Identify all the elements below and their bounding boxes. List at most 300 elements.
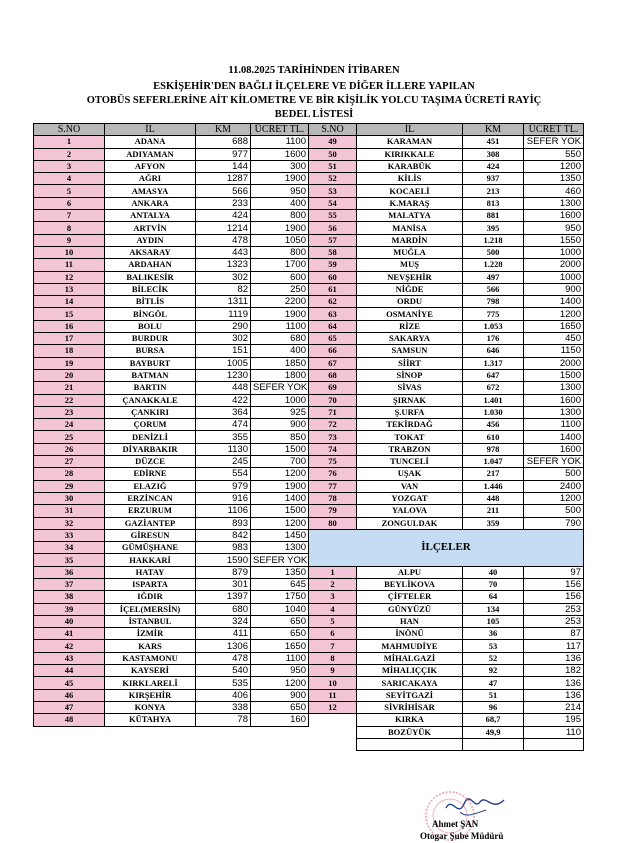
district-name bbox=[357, 738, 463, 750]
table-row bbox=[34, 468, 584, 480]
fare-amount: 1100 bbox=[251, 652, 309, 664]
fare-amount: 1750 bbox=[251, 591, 309, 603]
city-name: EDİRNE bbox=[105, 468, 196, 480]
row-number: 6 bbox=[309, 628, 357, 640]
row-number: 18 bbox=[34, 345, 105, 357]
header-line-3: OTOBÜS SEFERLERİNE AİT KİLOMETRE VE BİR KİŞİLİK YOLCU TAŞIMA ÜCRETİ RAYİÇ bbox=[86, 95, 542, 106]
fare-amount: 500 bbox=[524, 468, 584, 480]
distance-km: 217 bbox=[463, 468, 524, 480]
row-number: 17 bbox=[34, 333, 105, 345]
table-row bbox=[34, 431, 584, 443]
fare-amount: 460 bbox=[524, 185, 584, 197]
row-number: 22 bbox=[34, 394, 105, 406]
fare-amount: 1300 bbox=[524, 197, 584, 209]
row-number: 28 bbox=[34, 468, 105, 480]
fare-amount: 1350 bbox=[251, 566, 309, 578]
fare-amount: 1350 bbox=[524, 173, 584, 185]
empty-cell bbox=[105, 726, 196, 738]
distance-km: 355 bbox=[196, 431, 251, 443]
col-sno-2: S.NO bbox=[309, 124, 357, 136]
city-name: SAKARYA bbox=[357, 333, 463, 345]
distance-km: 443 bbox=[196, 246, 251, 258]
distance-km: 70 bbox=[463, 578, 524, 590]
row-number: 4 bbox=[309, 603, 357, 615]
distance-km: 448 bbox=[196, 382, 251, 394]
fare-amount: 253 bbox=[524, 615, 584, 627]
fare-amount: 2000 bbox=[524, 259, 584, 271]
fare-amount: 1200 bbox=[251, 677, 309, 689]
city-name: KOCAELİ bbox=[357, 185, 463, 197]
row-number: 12 bbox=[309, 701, 357, 713]
fare-amount: 790 bbox=[524, 517, 584, 529]
row-number: 27 bbox=[34, 456, 105, 468]
city-name: RİZE bbox=[357, 320, 463, 332]
row-number: 8 bbox=[34, 222, 105, 234]
distance-km: 566 bbox=[463, 283, 524, 295]
col-sno: S.NO bbox=[34, 124, 105, 136]
row-number: 72 bbox=[309, 419, 357, 431]
table-row bbox=[34, 185, 584, 197]
district-name: HAN bbox=[357, 615, 463, 627]
city-name: IĞDIR bbox=[105, 591, 196, 603]
city-name: SİİRT bbox=[357, 357, 463, 369]
header-line-2: ESKİŞEHİR'DEN BAĞLI İLÇELERE VE DİĞER İLLERE YAPILAN bbox=[153, 81, 475, 92]
row-number: 38 bbox=[34, 591, 105, 603]
row-number: 32 bbox=[34, 517, 105, 529]
distance-km: 500 bbox=[463, 246, 524, 258]
distance-km: 1.401 bbox=[463, 394, 524, 406]
city-name: MUŞ bbox=[357, 259, 463, 271]
fare-amount: 1000 bbox=[251, 394, 309, 406]
row-number: 60 bbox=[309, 271, 357, 283]
row-number: 26 bbox=[34, 443, 105, 455]
city-name: BALIKESİR bbox=[105, 271, 196, 283]
row-number: 78 bbox=[309, 492, 357, 504]
row-number: 48 bbox=[34, 714, 105, 726]
distance-km: 395 bbox=[463, 222, 524, 234]
distance-km: 424 bbox=[463, 160, 524, 172]
distance-km: 92 bbox=[463, 665, 524, 677]
row-number: 39 bbox=[34, 603, 105, 615]
district-name: ÇİFTELER bbox=[357, 591, 463, 603]
city-name: ŞIRNAK bbox=[357, 394, 463, 406]
city-name: ARTVİN bbox=[105, 222, 196, 234]
fare-amount: 1500 bbox=[251, 443, 309, 455]
fare-amount: 550 bbox=[524, 148, 584, 160]
row-number: 58 bbox=[309, 246, 357, 258]
distance-km: 338 bbox=[196, 701, 251, 713]
table-row bbox=[34, 382, 584, 394]
distance-km: 78 bbox=[196, 714, 251, 726]
empty-cell bbox=[105, 738, 196, 750]
fare-amount: 950 bbox=[524, 222, 584, 234]
row-number: 5 bbox=[34, 185, 105, 197]
row-number bbox=[309, 714, 357, 726]
district-name: İNÖNÜ bbox=[357, 628, 463, 640]
city-name: AYDIN bbox=[105, 234, 196, 246]
row-number: 13 bbox=[34, 283, 105, 295]
city-name: AĞRI bbox=[105, 173, 196, 185]
city-name: BARTIN bbox=[105, 382, 196, 394]
distance-km: 134 bbox=[463, 603, 524, 615]
distance-km: 1214 bbox=[196, 222, 251, 234]
row-number: 16 bbox=[34, 320, 105, 332]
table-row bbox=[34, 492, 584, 504]
distance-km: 82 bbox=[196, 283, 251, 295]
city-name: ANKARA bbox=[105, 197, 196, 209]
fare-amount: 800 bbox=[251, 210, 309, 222]
city-name: GÜMÜŞHANE bbox=[105, 542, 196, 554]
fare-amount: SEFER YOK bbox=[524, 456, 584, 468]
fare-amount: 950 bbox=[251, 185, 309, 197]
city-name: Ş.URFA bbox=[357, 406, 463, 418]
row-number: 64 bbox=[309, 320, 357, 332]
city-name: BİLECİK bbox=[105, 283, 196, 295]
row-number: 77 bbox=[309, 480, 357, 492]
row-number: 37 bbox=[34, 578, 105, 590]
distance-km: 1590 bbox=[196, 554, 251, 566]
table-row bbox=[34, 726, 584, 738]
distance-km: 302 bbox=[196, 271, 251, 283]
distance-km: 290 bbox=[196, 320, 251, 332]
table-row bbox=[34, 148, 584, 160]
fare-amount: SEFER YOK bbox=[524, 136, 584, 148]
distance-km: 474 bbox=[196, 419, 251, 431]
fare-amount: 156 bbox=[524, 591, 584, 603]
city-name: TRABZON bbox=[357, 443, 463, 455]
distance-km: 308 bbox=[463, 148, 524, 160]
fare-amount: 1100 bbox=[251, 136, 309, 148]
city-name: KİLİS bbox=[357, 173, 463, 185]
city-name: NEVŞEHİR bbox=[357, 271, 463, 283]
table-row bbox=[34, 210, 584, 222]
city-name: YALOVA bbox=[357, 505, 463, 517]
row-number: 41 bbox=[34, 628, 105, 640]
city-name: DENİZLİ bbox=[105, 431, 196, 443]
fare-amount: 1100 bbox=[524, 419, 584, 431]
table-row bbox=[34, 652, 584, 664]
fare-amount: 1200 bbox=[251, 468, 309, 480]
col-il-2: İL bbox=[357, 124, 463, 136]
distance-km: 979 bbox=[196, 480, 251, 492]
city-name: TOKAT bbox=[357, 431, 463, 443]
row-number bbox=[309, 726, 357, 738]
fare-amount: 1300 bbox=[251, 542, 309, 554]
distance-km: 448 bbox=[463, 492, 524, 504]
row-number: 33 bbox=[34, 529, 105, 541]
fare-amount: 1050 bbox=[251, 234, 309, 246]
city-name: NİĞDE bbox=[357, 283, 463, 295]
row-number: 11 bbox=[34, 259, 105, 271]
row-number: 15 bbox=[34, 308, 105, 320]
table-row bbox=[34, 640, 584, 652]
row-number: 36 bbox=[34, 566, 105, 578]
distance-km: 978 bbox=[463, 443, 524, 455]
fare-amount: 700 bbox=[251, 456, 309, 468]
fare-amount: 1400 bbox=[251, 492, 309, 504]
row-number: 69 bbox=[309, 382, 357, 394]
city-name: KÜTAHYA bbox=[105, 714, 196, 726]
row-number: 70 bbox=[309, 394, 357, 406]
table-row bbox=[34, 296, 584, 308]
city-name: GAZİANTEP bbox=[105, 517, 196, 529]
row-number: 73 bbox=[309, 431, 357, 443]
distance-km: 977 bbox=[196, 148, 251, 160]
city-name: SİVAS bbox=[357, 382, 463, 394]
row-number: 63 bbox=[309, 308, 357, 320]
col-fee-2: ÜCRET TL. bbox=[524, 124, 584, 136]
distance-km: 1397 bbox=[196, 591, 251, 603]
header-date: 11.08.2025 TARİHİNDEN İTİBAREN bbox=[228, 65, 400, 76]
fare-amount: 800 bbox=[251, 246, 309, 258]
fare-amount: 2200 bbox=[251, 296, 309, 308]
row-number: 52 bbox=[309, 173, 357, 185]
distance-km: 535 bbox=[196, 677, 251, 689]
distance-km: 1106 bbox=[196, 505, 251, 517]
fare-amount: 1400 bbox=[524, 296, 584, 308]
district-name: BEYLİKOVA bbox=[357, 578, 463, 590]
row-number: 44 bbox=[34, 665, 105, 677]
city-name: ARDAHAN bbox=[105, 259, 196, 271]
table-row bbox=[34, 578, 584, 590]
fare-amount: SEFER YOK bbox=[251, 554, 309, 566]
distance-km: 647 bbox=[463, 369, 524, 381]
col-km-2: KM bbox=[463, 124, 524, 136]
distance-km: 456 bbox=[463, 419, 524, 431]
row-number: 61 bbox=[309, 283, 357, 295]
distance-km: 798 bbox=[463, 296, 524, 308]
fare-amount: 500 bbox=[524, 505, 584, 517]
city-name: ANTALYA bbox=[105, 210, 196, 222]
table-row bbox=[34, 419, 584, 431]
district-name: SEYİTGAZİ bbox=[357, 689, 463, 701]
table-row bbox=[34, 529, 584, 541]
city-name: KARS bbox=[105, 640, 196, 652]
city-name: ERZURUM bbox=[105, 505, 196, 517]
district-name: KIRKA bbox=[357, 714, 463, 726]
table-row bbox=[34, 738, 584, 750]
distance-km: 1.446 bbox=[463, 480, 524, 492]
district-name: ALPU bbox=[357, 566, 463, 578]
table-row bbox=[34, 246, 584, 258]
table-row bbox=[34, 197, 584, 209]
city-name: KARAMAN bbox=[357, 136, 463, 148]
city-name: AKSARAY bbox=[105, 246, 196, 258]
fare-amount: 1700 bbox=[251, 259, 309, 271]
fare-amount: 156 bbox=[524, 578, 584, 590]
distance-km: 68,7 bbox=[463, 714, 524, 726]
district-name: SARICAKAYA bbox=[357, 677, 463, 689]
distance-km: 610 bbox=[463, 431, 524, 443]
fare-amount: 136 bbox=[524, 652, 584, 664]
distance-km: 1130 bbox=[196, 443, 251, 455]
fare-amount: 253 bbox=[524, 603, 584, 615]
fare-amount: 925 bbox=[251, 406, 309, 418]
row-number: 43 bbox=[34, 652, 105, 664]
fare-amount: 950 bbox=[251, 665, 309, 677]
row-number: 5 bbox=[309, 615, 357, 627]
city-name: GİRESUN bbox=[105, 529, 196, 541]
fare-amount: 1550 bbox=[524, 234, 584, 246]
distance-km: 47 bbox=[463, 677, 524, 689]
city-name: HAKKARİ bbox=[105, 554, 196, 566]
fare-amount: 1650 bbox=[524, 320, 584, 332]
row-number: 47 bbox=[34, 701, 105, 713]
distance-km: 211 bbox=[463, 505, 524, 517]
city-name: TUNCELİ bbox=[357, 456, 463, 468]
row-number: 3 bbox=[34, 160, 105, 172]
row-number: 74 bbox=[309, 443, 357, 455]
distance-km: 49,9 bbox=[463, 726, 524, 738]
distance-km: 478 bbox=[196, 234, 251, 246]
distance-km: 176 bbox=[463, 333, 524, 345]
table-row bbox=[34, 591, 584, 603]
distance-km: 879 bbox=[196, 566, 251, 578]
distance-km: 680 bbox=[196, 603, 251, 615]
table-row bbox=[34, 333, 584, 345]
fare-amount: 110 bbox=[524, 726, 584, 738]
distance-km: 1230 bbox=[196, 369, 251, 381]
city-name: SİNOP bbox=[357, 369, 463, 381]
table-row bbox=[34, 259, 584, 271]
table-row bbox=[34, 406, 584, 418]
row-number: 1 bbox=[34, 136, 105, 148]
fare-amount: SEFER YOK bbox=[251, 382, 309, 394]
district-name: BOZÜYÜK bbox=[357, 726, 463, 738]
fare-amount: 97 bbox=[524, 566, 584, 578]
distance-km: 359 bbox=[463, 517, 524, 529]
city-name: ORDU bbox=[357, 296, 463, 308]
fare-amount: 1800 bbox=[251, 369, 309, 381]
distance-km: 302 bbox=[196, 333, 251, 345]
distance-km: 983 bbox=[196, 542, 251, 554]
fare-amount: 400 bbox=[251, 345, 309, 357]
distance-km: 842 bbox=[196, 529, 251, 541]
city-name: ADANA bbox=[105, 136, 196, 148]
distance-km: 1005 bbox=[196, 357, 251, 369]
row-number: 66 bbox=[309, 345, 357, 357]
fare-amount: 450 bbox=[524, 333, 584, 345]
fare-amount: 600 bbox=[251, 271, 309, 283]
city-name: DÜZCE bbox=[105, 456, 196, 468]
fare-amount: 900 bbox=[251, 419, 309, 431]
row-number: 2 bbox=[34, 148, 105, 160]
row-number: 65 bbox=[309, 333, 357, 345]
empty-cell bbox=[196, 738, 251, 750]
fare-amount: 1600 bbox=[524, 210, 584, 222]
fare-amount: 1900 bbox=[251, 222, 309, 234]
city-name: MANİSA bbox=[357, 222, 463, 234]
row-number: 7 bbox=[34, 210, 105, 222]
row-number: 59 bbox=[309, 259, 357, 271]
distance-km: 688 bbox=[196, 136, 251, 148]
row-number: 19 bbox=[34, 357, 105, 369]
distance-km: 53 bbox=[463, 640, 524, 652]
fare-amount: 1500 bbox=[251, 505, 309, 517]
row-number: 50 bbox=[309, 148, 357, 160]
row-number: 25 bbox=[34, 431, 105, 443]
row-number bbox=[309, 738, 357, 750]
distance-km: 672 bbox=[463, 382, 524, 394]
city-name: MARDİN bbox=[357, 234, 463, 246]
city-name: VAN bbox=[357, 480, 463, 492]
city-name: ADIYAMAN bbox=[105, 148, 196, 160]
row-number: 3 bbox=[309, 591, 357, 603]
fare-amount: 136 bbox=[524, 689, 584, 701]
row-number: 10 bbox=[309, 677, 357, 689]
table-row bbox=[34, 160, 584, 172]
distance-km: 245 bbox=[196, 456, 251, 468]
fare-amount: 1450 bbox=[251, 529, 309, 541]
row-number: 75 bbox=[309, 456, 357, 468]
table-header-row bbox=[34, 124, 584, 136]
fare-amount: 1900 bbox=[251, 173, 309, 185]
distance-km: 916 bbox=[196, 492, 251, 504]
fare-amount: 2400 bbox=[524, 480, 584, 492]
fare-amount: 1850 bbox=[251, 357, 309, 369]
row-number: 30 bbox=[34, 492, 105, 504]
row-number: 4 bbox=[34, 173, 105, 185]
distance-km: 233 bbox=[196, 197, 251, 209]
city-name: KARABÜK bbox=[357, 160, 463, 172]
table-row bbox=[34, 701, 584, 713]
table-row bbox=[34, 456, 584, 468]
distance-km: 1.053 bbox=[463, 320, 524, 332]
ilceler-title: İLÇELER bbox=[309, 529, 584, 566]
row-number: 42 bbox=[34, 640, 105, 652]
fare-amount: 1900 bbox=[251, 480, 309, 492]
fare-amount: 1200 bbox=[524, 308, 584, 320]
table-row bbox=[34, 369, 584, 381]
city-name: ZONGULDAK bbox=[357, 517, 463, 529]
city-name: SAMSUN bbox=[357, 345, 463, 357]
distance-km: 64 bbox=[463, 591, 524, 603]
table-row bbox=[34, 714, 584, 726]
fare-amount: 650 bbox=[251, 628, 309, 640]
empty-cell bbox=[251, 738, 309, 750]
city-name: AMASYA bbox=[105, 185, 196, 197]
table-row bbox=[34, 443, 584, 455]
table-row bbox=[34, 628, 584, 640]
fare-amount: 160 bbox=[251, 714, 309, 726]
empty-cell bbox=[34, 738, 105, 750]
city-name: KAYSERİ bbox=[105, 665, 196, 677]
row-number: 76 bbox=[309, 468, 357, 480]
distance-km: 364 bbox=[196, 406, 251, 418]
table-row bbox=[34, 283, 584, 295]
distance-km bbox=[463, 738, 524, 750]
table-row bbox=[34, 271, 584, 283]
row-number: 2 bbox=[309, 578, 357, 590]
fare-amount: 1200 bbox=[524, 160, 584, 172]
distance-km: 1.030 bbox=[463, 406, 524, 418]
row-number: 14 bbox=[34, 296, 105, 308]
row-number: 79 bbox=[309, 505, 357, 517]
distance-km: 646 bbox=[463, 345, 524, 357]
city-name: BURDUR bbox=[105, 333, 196, 345]
city-name: DİYARBAKIR bbox=[105, 443, 196, 455]
city-name: TEKİRDAĞ bbox=[357, 419, 463, 431]
distance-km: 105 bbox=[463, 615, 524, 627]
row-number: 23 bbox=[34, 406, 105, 418]
distance-km: 213 bbox=[463, 185, 524, 197]
city-name: BİNGÖL bbox=[105, 308, 196, 320]
district-name: MİHALGAZİ bbox=[357, 652, 463, 664]
row-number: 20 bbox=[34, 369, 105, 381]
empty-cell bbox=[34, 726, 105, 738]
row-number: 46 bbox=[34, 689, 105, 701]
distance-km: 451 bbox=[463, 136, 524, 148]
